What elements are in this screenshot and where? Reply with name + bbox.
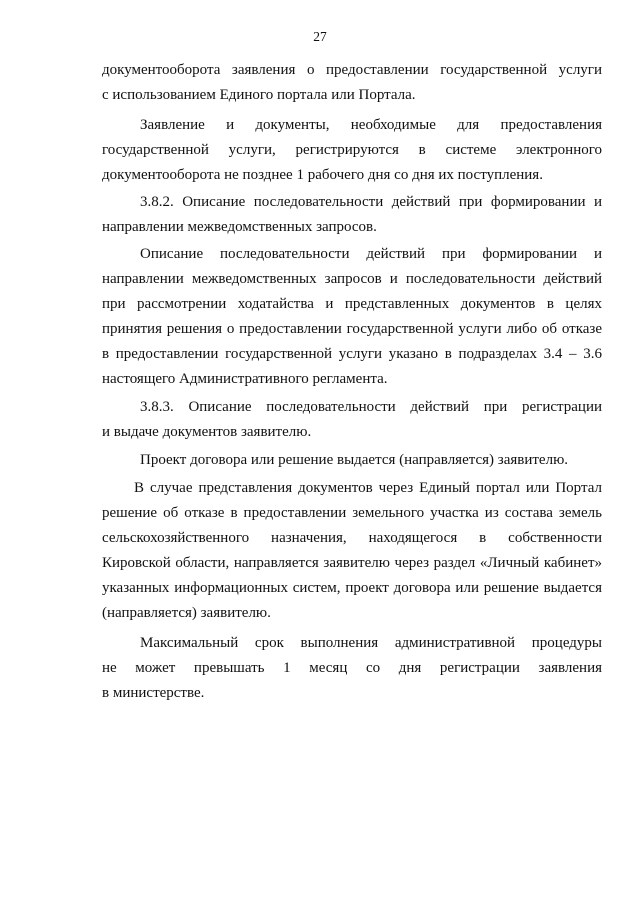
text-line: указанных информационных систем, проект договора или решение выдается xyxy=(102,580,602,596)
text-line: в министерстве. xyxy=(102,685,205,701)
text-line: Заявление и документы, необходимые для предоставления xyxy=(140,117,602,133)
text-line: решение об отказе в предоставлении земельного участка из состава земель xyxy=(102,505,602,521)
text-line: (направляется) заявителю. xyxy=(102,605,271,621)
text-line: Описание последовательности действий при формировании и xyxy=(140,246,602,262)
text-line: с использованием Единого портала или Портала. xyxy=(102,87,416,103)
text-line: настоящего Административного регламента. xyxy=(102,371,388,387)
text-line: государственной услуги, регистрируются в системе электронного xyxy=(102,142,602,158)
text-line: при рассмотрении ходатайства и представленных документов в целях xyxy=(102,296,602,312)
text-line: документооборота заявления о предоставлении государственной услуги xyxy=(102,62,602,78)
page-number: 27 xyxy=(313,29,327,44)
text-line: направлении межведомственных запросов. xyxy=(102,219,377,235)
text-line: принятия решения о предоставлении государственной услуги либо об отказе xyxy=(102,321,602,337)
text-line: и выдаче документов заявителю. xyxy=(102,424,312,440)
text-line: В случае представления документов через Единый портал или Портал xyxy=(134,480,602,496)
text-line: 3.8.3. Описание последовательности действий при регистрации xyxy=(140,399,602,415)
text-line: Максимальный срок выполнения административной процедуры xyxy=(140,635,602,651)
text-line: направлении межведомственных запросов и последовательности действий xyxy=(102,271,602,287)
text-line: Кировской области, направляется заявителю через раздел «Личный кабинет» xyxy=(102,555,602,571)
text-line: сельскохозяйственного назначения, находящегося в собственности xyxy=(102,530,602,546)
text-line: не может превышать 1 месяц со дня регистрации заявления xyxy=(102,660,602,676)
text-line: документооборота не позднее 1 рабочего дня со дня их поступления. xyxy=(102,167,543,183)
text-line: Проект договора или решение выдается (направляется) заявителю. xyxy=(140,452,569,468)
text-line: 3.8.2. Описание последовательности действий при формировании и xyxy=(140,194,602,210)
text-line: в предоставлении государственной услуги указано в подразделах 3.4 – 3.6 xyxy=(102,346,602,362)
